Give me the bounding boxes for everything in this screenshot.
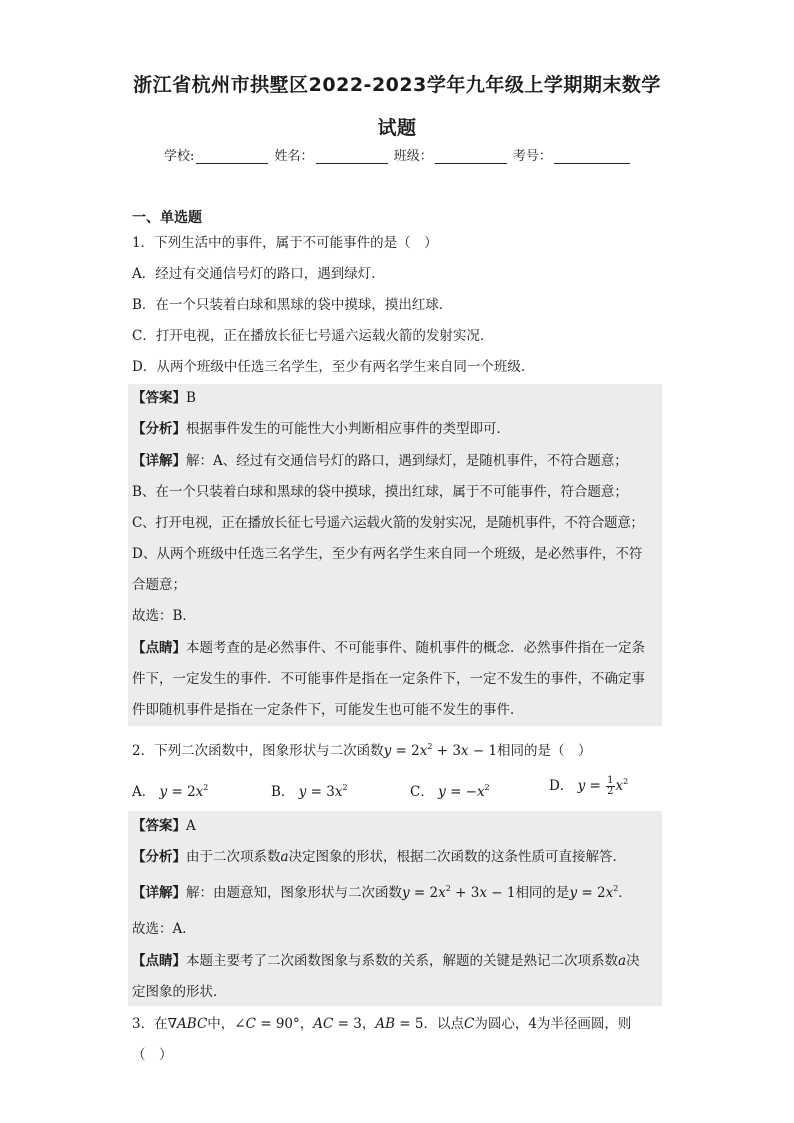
q1-option-c: C．打开电视，正在播放长征七号遥六运载火箭的发射实况．	[132, 328, 494, 344]
school-label: 学校:	[164, 149, 195, 164]
school-blank	[196, 149, 268, 164]
q1-detail-line2: B、在一个只装着白球和黑球的袋中摸球，摸出红球，属于不可能事件，符合题意；	[132, 484, 628, 500]
var-x: x	[195, 784, 204, 800]
q2-comment-line1	[132, 952, 662, 970]
class-blank	[435, 149, 507, 164]
q1-option-d: D．从两个班级中任选三名学生，至少有两名学生来自同一个班级．	[132, 359, 535, 375]
student-info-line	[164, 145, 644, 164]
q3-text: ，	[299, 1016, 314, 1032]
comment-tag: 【点睛】	[132, 953, 186, 969]
q2-option-d: D． y = $\frac{1}{2}$ $x^2$	[549, 775, 629, 797]
q2-detail: 【详解】解：由题意知，图象形状与二次函数$y = 2x^2 + 3x - 1$相同的是$y = 2x^2$．	[132, 884, 632, 901]
q1-stem: 1．下列生活中的事件，属于不可能事件的是（ ）	[132, 235, 438, 251]
analysis-text: 由于二次项系数	[186, 849, 281, 865]
q1-choose: 故选：B．	[132, 608, 196, 624]
formula: y	[298, 784, 307, 800]
option-label: C．	[410, 784, 434, 800]
q2-option-a: A． $y = 2x^2$	[132, 783, 209, 800]
q3-text: 中，	[207, 1016, 235, 1032]
q1-detail-line4: D、从两个班级中任选三名学生，至少有两名学生来自同一个班级，是必然事件，不符	[132, 546, 643, 562]
answer-value: B	[186, 390, 196, 406]
q2-option-b: B． $y = 3x^2$	[271, 783, 348, 800]
q3-text: ．以点	[423, 1016, 464, 1032]
q2-option-c: C． $y = -x^2$	[410, 783, 490, 800]
q1-option-a: A．经过有交通信号灯的路口，遇到绿灯．	[132, 266, 385, 282]
var-x: x	[615, 778, 624, 794]
option-label: A．	[132, 784, 156, 800]
detail-tag: 【详解】	[132, 453, 186, 469]
name-label: 姓名：	[274, 149, 314, 164]
formula: y	[438, 784, 446, 800]
var-y: y	[569, 885, 578, 901]
var-x: x	[479, 885, 487, 901]
var-x: x	[334, 784, 343, 800]
detail-text-end: ．	[618, 885, 632, 901]
detail-text: 解：A、经过有交通信号灯的路口，遇到绿灯，是随机事件，不符合题意；	[186, 453, 628, 469]
analysis-tag: 【分析】	[132, 421, 186, 437]
option-label: D．	[549, 778, 574, 794]
comment-tag: 【点睛】	[132, 640, 186, 656]
q1-comment-line3: 件即随机事件是指在一定条件下，可能发生也可能不发生的事件．	[132, 702, 524, 718]
analysis-text: 根据事件发生的可能性大小判断相应事件的类型即可．	[186, 421, 510, 437]
q3-text: 3．在	[132, 1016, 168, 1032]
q2-stem-formula-rest: = $2x^2 + 3x - 1$	[391, 742, 498, 759]
answer-tag: 【答案】	[132, 818, 186, 834]
q2-stem	[132, 738, 662, 760]
comment-text-end: 决	[626, 953, 640, 969]
q3-stem: 3．在∇ABC中，∠C = 90°，AC = 3，AB = 5．以点C为圆心，4为半径画圆，则	[132, 1016, 632, 1032]
var-x: x	[419, 743, 428, 759]
triangle-abc: ∇ABC	[167, 1016, 208, 1032]
detail-tag: 【详解】	[132, 885, 186, 901]
analysis-tag: 【分析】	[132, 849, 186, 865]
formula: y	[159, 784, 168, 800]
side-ac: AC	[313, 1016, 334, 1032]
q2-stem-text: 2．下列二次函数中，图象形状与二次函数	[132, 743, 384, 759]
q1-option-b: B．在一个只装着白球和黑球的袋中摸球，摸出红球．	[132, 297, 453, 313]
fraction-one-half: $\frac{1}{2}$	[607, 775, 614, 797]
answer-value: A	[186, 818, 196, 834]
var-a: a	[618, 953, 627, 969]
exam-title-line1: 浙江省杭州市拱墅区2022-2023学年九年级上学期期末数学	[133, 74, 661, 96]
q1-analysis	[132, 420, 662, 438]
var-x: x	[605, 885, 614, 901]
q2-analysis	[132, 848, 662, 866]
q2-solution-box	[128, 811, 662, 1006]
var-x: x	[460, 743, 469, 759]
angle-c: ∠C	[234, 1016, 256, 1032]
exam-title-line2: 试题	[377, 117, 417, 139]
detail-text-mid: 相同的是	[515, 885, 570, 901]
q3-stem-line2: （ ）	[132, 1047, 173, 1063]
q1-detail-line3: C、打开电视，正在播放长征七号遥六运载火箭的发射实况，是随机事件，不符合题意；	[132, 515, 644, 531]
side-ab: AB	[375, 1016, 396, 1032]
q2-comment-line2: 定图象的形状．	[132, 984, 227, 1000]
q2-stem-text-end: 相同的是（ ）	[497, 743, 592, 759]
formula: y	[577, 778, 586, 794]
point-c: C	[464, 1016, 475, 1032]
q2-answer	[132, 817, 662, 835]
q3-text: ，	[361, 1016, 376, 1032]
q1-detail-line5: 合题意；	[132, 577, 186, 593]
q1-detail-line1	[132, 452, 662, 470]
var-x: x	[438, 885, 446, 901]
analysis-text-end: 决定图象的形状，根据二次函数的这条性质可直接解答．	[288, 849, 627, 865]
q3-text: 为圆心，4为半径画圆，则	[474, 1016, 632, 1032]
var-x: x	[477, 784, 485, 800]
option-label: B．	[271, 784, 295, 800]
class-label: 班级：	[393, 149, 433, 164]
detail-text: 解：由题意知，图象形状与二次函数	[186, 885, 402, 901]
id-label: 考号：	[512, 149, 552, 164]
q1-answer	[132, 389, 662, 407]
name-blank	[316, 149, 388, 164]
id-blank	[554, 149, 630, 164]
var-a: a	[280, 849, 289, 865]
comment-text: 本题主要考了二次函数图象与系数的关系，解题的关键是熟记二次项系数	[186, 953, 618, 969]
answer-tag: 【答案】	[132, 390, 186, 406]
q1-comment-line2: 件下，一定发生的事件．不可能事件是指在一定条件下，一定不发生的事件，不确定事	[132, 671, 645, 687]
var-y: y	[402, 885, 410, 901]
q2-choose: 故选：A．	[132, 921, 196, 937]
section-heading: 一、单选题	[132, 210, 202, 226]
q1-comment-line1	[132, 639, 662, 657]
comment-text: 本题考查的是必然事件、不可能事件、随机事件的概念．必然事件指在一定条	[186, 640, 645, 656]
q2-stem-formula: y	[383, 743, 392, 759]
